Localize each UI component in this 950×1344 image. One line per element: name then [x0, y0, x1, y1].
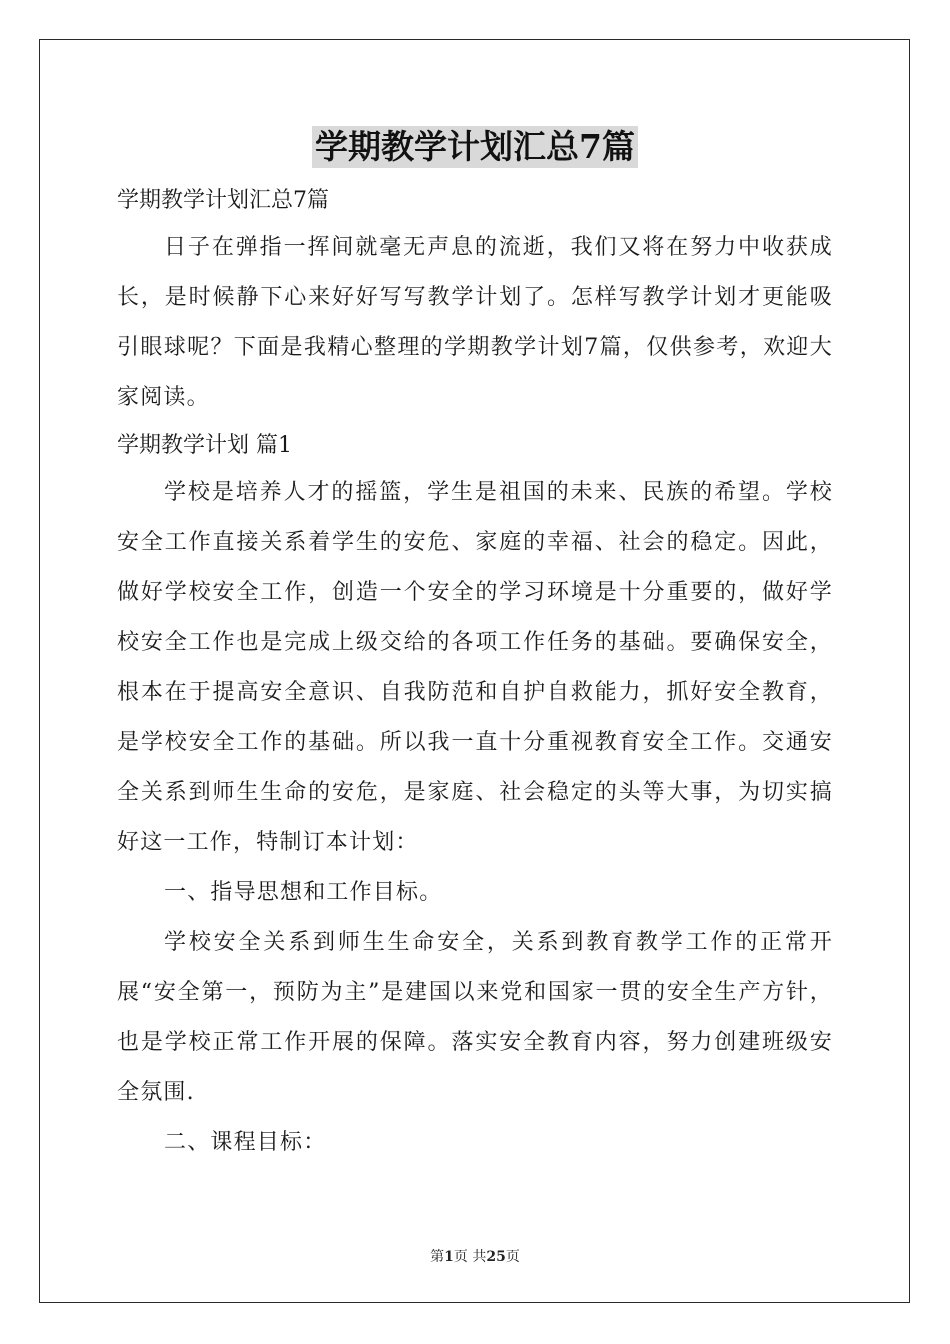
page-footer — [0, 1246, 950, 1266]
section1-paragraph: 学校是培养人才的摇篮，学生是祖国的未来、民族的希望。学校安全工作直接关系着学生的安危、家庭的幸福、社会的稳定。因此，做好学校安全工作，创造一个安全的学习环境是十分重要的，做好学校安全工作也是完成上级交给的各项工作任务的基础。要确保安全，根本在于提高安全意识、自我防范和自护自救能力，抓好安全教育，是学校安全工作的基础。所以我一直十分重视教育安全工作。交通安全关系到师生生命的安危，是家庭、社会稳定的头等大事，为切实搞好这一工作，特制订本计划： — [117, 480, 833, 855]
footer-page-current: 1 — [444, 1249, 454, 1265]
document-title: 学期教学计划汇总7篇 — [312, 126, 638, 168]
footer-suffix: 页 — [505, 1249, 520, 1265]
section1-paragraph-2: 学校安全关系到师生生命安全，关系到教育教学工作的正常开展“安全第一，预防为主”是建国以来党和国家一贯的安全生产方针，也是学校正常工作开展的保障。落实安全教育内容，努力创建班级安全氛围. — [117, 930, 833, 1105]
point-heading: 一、指导思想和工作目标。 — [164, 880, 443, 905]
point-heading-2: 二、课程目标： — [164, 1130, 327, 1155]
footer-mid: 页 共 — [453, 1249, 487, 1265]
footer-prefix: 第 — [430, 1249, 445, 1265]
section-heading: 学期教学计划 篇1 — [117, 433, 292, 458]
document-body — [117, 178, 833, 1168]
intro-paragraph: 日子在弹指一挥间就毫无声息的流逝，我们又将在努力中收获成长，是时候静下心来好好写写教学计划了。怎样写教学计划才更能吸引眼球呢？下面是我精心整理的学期教学计划7篇，仅供参考，欢迎大家阅读。 — [117, 235, 833, 410]
title-wrapper — [0, 126, 950, 168]
document-subtitle: 学期教学计划汇总7篇 — [117, 188, 329, 213]
footer-page-total: 25 — [486, 1249, 506, 1265]
